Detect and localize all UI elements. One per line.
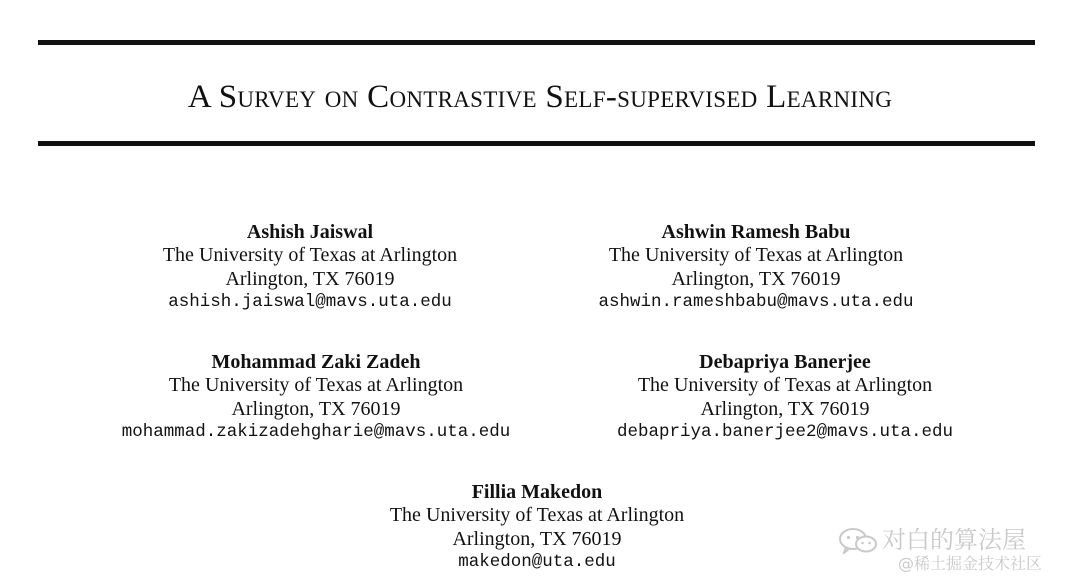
- author-email: debapriya.banerjee2@mavs.uta.edu: [616, 421, 954, 442]
- author-affiliation: The University of Texas at Arlington: [608, 244, 904, 267]
- watermark: [838, 522, 1074, 582]
- bottom-rule: [38, 141, 1035, 146]
- author-name: Debapriya Banerjee: [699, 351, 871, 373]
- author-name: Fillia Makedon: [471, 481, 603, 503]
- author-email: mohammad.zakizadehgharie@mavs.uta.edu: [121, 421, 511, 442]
- wechat-icon: [838, 528, 878, 554]
- author-email: makedon@uta.edu: [458, 551, 616, 572]
- author-affiliation: The University of Texas at Arlington: [389, 504, 685, 527]
- author-block: [526, 221, 986, 314]
- author-affiliation: The University of Texas at Arlington: [637, 374, 933, 397]
- author-block: [86, 351, 546, 444]
- author-affiliation: The University of Texas at Arlington: [162, 244, 458, 267]
- author-affiliation: The University of Texas at Arlington: [168, 374, 464, 397]
- author-address: Arlington, TX 76019: [452, 527, 622, 550]
- author-block: [555, 351, 1015, 444]
- author-name: Ashwin Ramesh Babu: [661, 221, 851, 243]
- top-rule: [38, 40, 1035, 45]
- watermark-sub-text: @稀土掘金技术社区: [898, 554, 1043, 573]
- paper-title: A Survey on Contrastive Self-supervised Learning: [187, 79, 893, 115]
- author-block: [307, 481, 767, 574]
- author-block: [80, 221, 540, 314]
- author-address: Arlington, TX 76019: [231, 397, 401, 420]
- author-email: ashish.jaiswal@mavs.uta.edu: [168, 291, 452, 312]
- watermark-main-text: 对白的算法屋: [882, 526, 1026, 554]
- author-email: ashwin.rameshbabu@mavs.uta.edu: [598, 291, 914, 312]
- author-name: Mohammad Zaki Zadeh: [211, 351, 421, 373]
- author-address: Arlington, TX 76019: [225, 267, 395, 290]
- author-address: Arlington, TX 76019: [700, 397, 870, 420]
- author-address: Arlington, TX 76019: [671, 267, 841, 290]
- author-name: Ashish Jaiswal: [246, 221, 374, 243]
